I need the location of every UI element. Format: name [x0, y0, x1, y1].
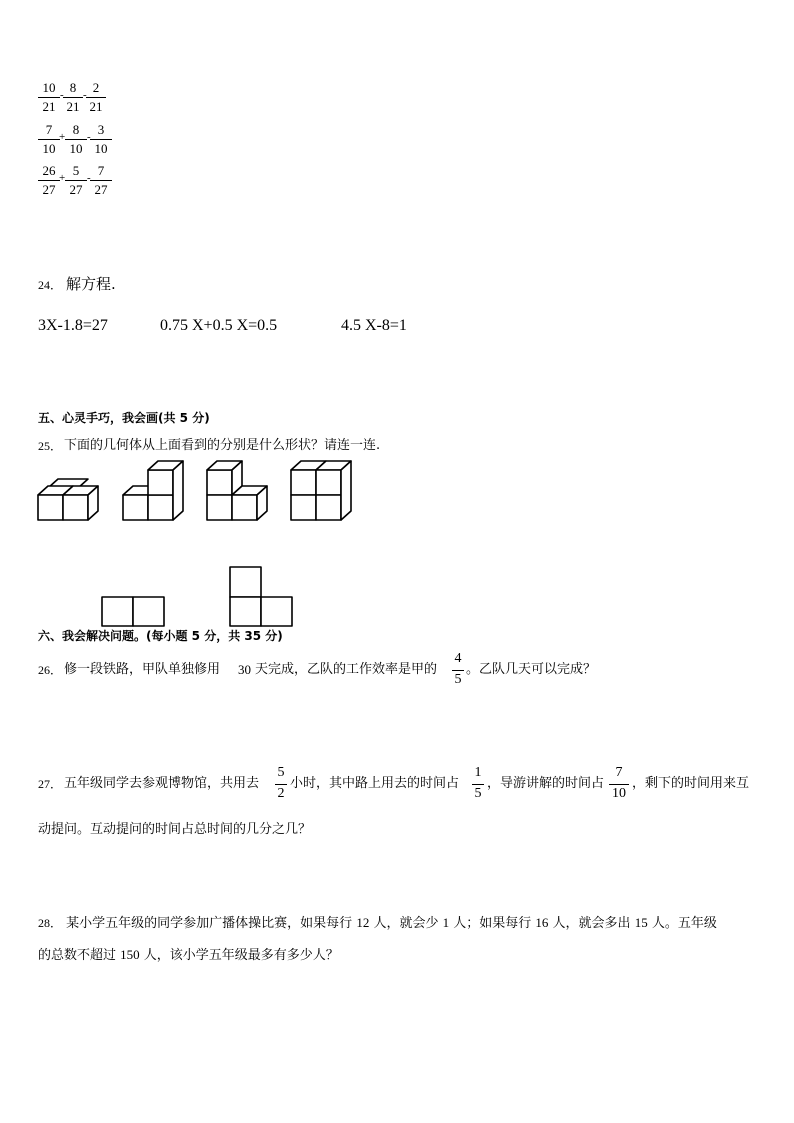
question-text: 小时，其中路上用去的时间占 [290, 776, 460, 791]
numerator: 4 [454, 651, 462, 666]
question-line-2 [38, 948, 339, 962]
question-text: 修一段铁路，甲队单独修用 [64, 662, 221, 677]
numerator: 1 [474, 765, 482, 780]
cube-figure-1 [38, 479, 98, 520]
question-text: ，剩下的时间用来互 [632, 776, 750, 791]
question-text: 人，就会少 [373, 916, 439, 931]
denominator: 10 [42, 141, 56, 156]
question-number: 26． [38, 663, 63, 677]
fraction [90, 122, 112, 156]
fraction [65, 122, 87, 156]
question-text: 。乙队几天可以完成？ [466, 662, 597, 677]
denominator: 27 [69, 182, 83, 197]
denominator: 21 [66, 99, 80, 114]
fraction [63, 80, 83, 114]
number: 30 [238, 662, 251, 677]
question-text: 的总数不超过 [38, 948, 117, 963]
denominator: 5 [474, 786, 482, 801]
fraction [38, 163, 60, 197]
question-text: 人，该小学五年级最多有多少人？ [143, 948, 339, 963]
numerator: 3 [97, 122, 105, 137]
number: 15 [634, 915, 648, 930]
numerator: 5 [277, 765, 285, 780]
numerator: 7 [615, 765, 623, 780]
denominator: 27 [94, 182, 108, 197]
denominator: 10 [94, 141, 108, 156]
number: 16 [535, 915, 549, 930]
fraction [38, 122, 60, 156]
denominator: 27 [42, 182, 56, 197]
equation-2: 0.75 X+0.5 X=0.5 [160, 317, 278, 334]
fraction [65, 163, 87, 197]
question-text: 人。五年级 [651, 916, 717, 931]
cube-figures [0, 455, 794, 635]
denominator: 2 [277, 786, 285, 801]
operator: + [59, 131, 66, 143]
numerator: 7 [97, 163, 105, 178]
operator: - [83, 89, 87, 101]
question-text: 下面的几何体从上面看到的分别是什么形状？请连一连. [64, 438, 381, 453]
cube-figure-3 [207, 461, 267, 520]
fraction [275, 765, 287, 803]
question-number: 28． [38, 916, 63, 930]
fraction [609, 765, 629, 803]
denominator: 10 [612, 786, 626, 801]
question-text: 人；如果每行 [453, 916, 532, 931]
top-view-2 [230, 567, 292, 626]
numerator: 7 [45, 122, 53, 137]
numerator: 8 [72, 122, 80, 137]
question-number: 25． [38, 439, 63, 453]
numerator: 5 [72, 163, 80, 178]
operator: - [87, 172, 91, 184]
equation-1: 3X-1.8=27 [38, 317, 108, 334]
equation-3: 4.5 X-8=1 [341, 317, 407, 334]
fraction [86, 80, 106, 114]
operator: + [59, 172, 66, 184]
numerator: 26 [42, 163, 56, 178]
numerator: 10 [42, 80, 56, 95]
question-number: 24． [38, 278, 63, 292]
section-heading: 五、心灵手巧，我会画(共 5 分) [38, 411, 210, 425]
question-text: 五年级同学去参观博物馆，共用去 [64, 776, 260, 791]
denominator: 5 [454, 672, 462, 687]
denominator: 21 [42, 99, 56, 114]
cube-figure-4 [291, 461, 351, 520]
section-heading: 六、我会解决问题。(每小题 5 分，共 35 分) [38, 629, 283, 643]
number: 12 [356, 915, 370, 930]
numerator: 2 [92, 80, 100, 95]
question-title: 解方程. [66, 275, 116, 293]
number: 150 [120, 947, 140, 962]
question-text-line-2: 动提问。互动提问的时间占总时间的几分之几？ [38, 822, 312, 837]
cube-figure-2 [123, 461, 183, 520]
denominator: 10 [69, 141, 83, 156]
denominator: 21 [89, 99, 103, 114]
operator: - [87, 131, 91, 143]
question-text: ，导游讲解的时间占 [487, 776, 605, 791]
question-number: 27． [38, 777, 63, 791]
top-view-1 [102, 597, 164, 626]
fraction [452, 651, 464, 689]
fraction [38, 80, 60, 114]
operator: - [60, 89, 64, 101]
fraction [472, 765, 484, 803]
question-text: 某小学五年级的同学参加广播体操比赛，如果每行 [66, 916, 353, 931]
numerator: 8 [69, 80, 77, 95]
fraction [90, 163, 112, 197]
question-text: 天完成，乙队的工作效率是甲的 [255, 662, 438, 677]
question-text: 人，就会多出 [552, 916, 631, 931]
number: 1 [442, 915, 450, 930]
question-line-1 [38, 916, 717, 930]
